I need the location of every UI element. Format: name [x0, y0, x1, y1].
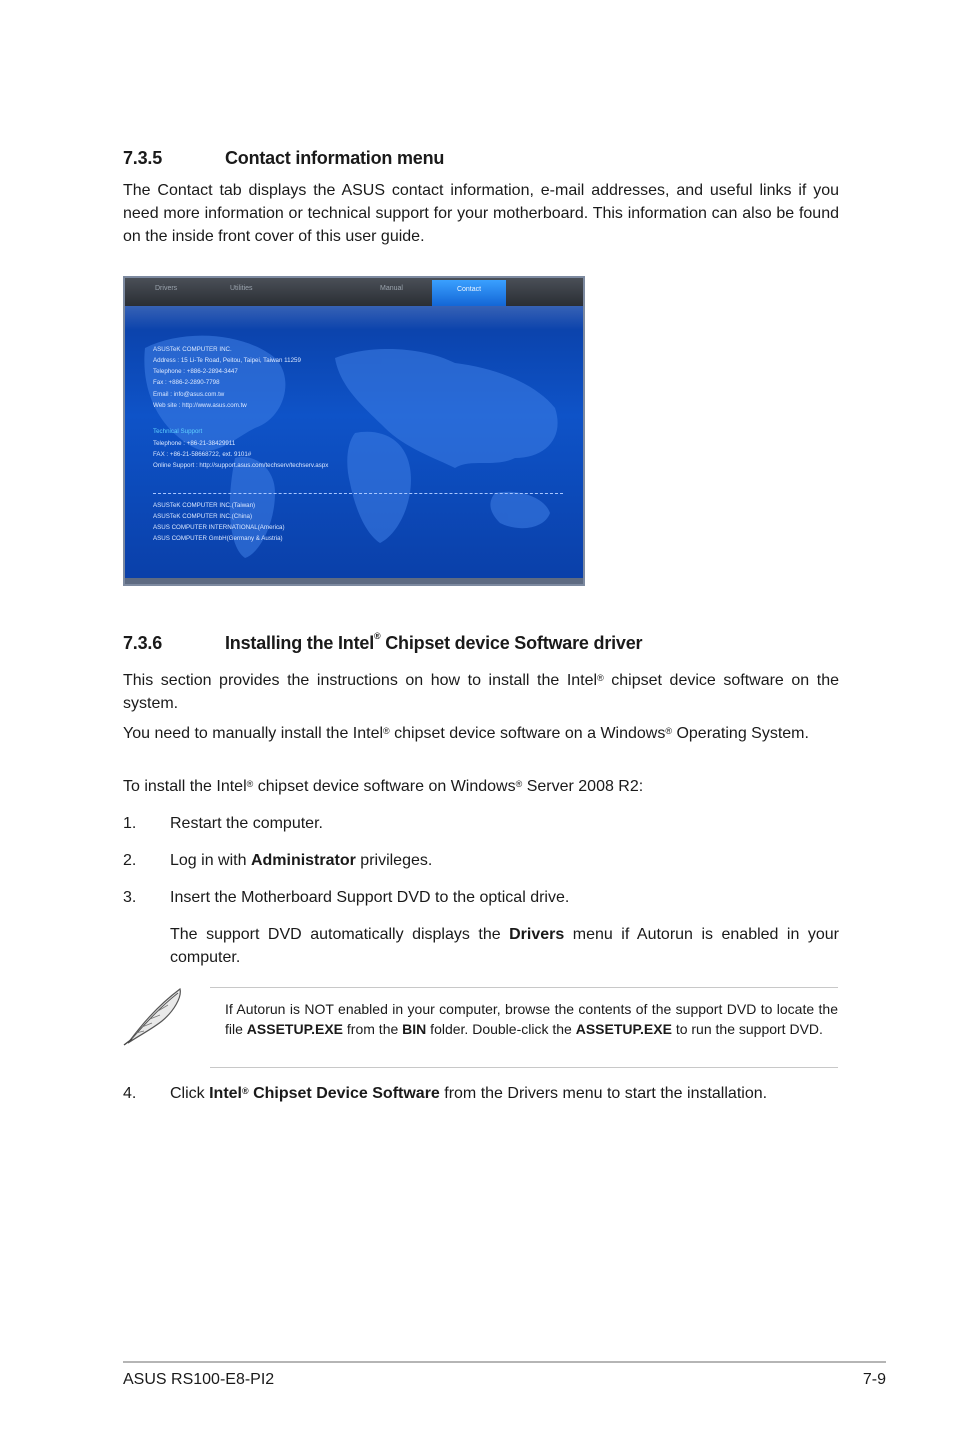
- section-title-pre: Installing the Intel: [225, 633, 375, 653]
- contact-line: Fax : +886-2-2890-7798: [153, 379, 220, 386]
- text: to run the support DVD.: [671, 1021, 823, 1037]
- tab-manual[interactable]: Manual: [380, 285, 403, 292]
- text: privileges.: [355, 852, 433, 869]
- tab-contact[interactable]: Contact: [432, 280, 506, 306]
- text: To install the Intel: [123, 778, 247, 795]
- office-link[interactable]: ASUS COMPUTER GmbH(Germany & Austria): [153, 535, 283, 542]
- registered-mark: ®: [374, 631, 381, 641]
- text: The support DVD automatically displays the: [170, 926, 510, 943]
- text: Click: [170, 1085, 210, 1102]
- bold-text: BIN: [402, 1021, 427, 1037]
- registered-mark: ®: [665, 726, 672, 736]
- contact-screenshot: [123, 276, 585, 586]
- step-number: 3.: [123, 889, 137, 906]
- text: Operating System.: [672, 725, 809, 742]
- note-top-rule: [210, 987, 838, 988]
- contact-line: Email : info@asus.com.tw: [153, 391, 225, 398]
- bold-text: Administrator: [250, 852, 356, 869]
- step-text: Restart the computer.: [170, 815, 323, 832]
- step-number: 4.: [123, 1085, 137, 1102]
- contact-line: ASUSTeK COMPUTER INC.: [153, 346, 232, 353]
- feather-note-icon: [122, 985, 188, 1047]
- step-3-detail: [170, 923, 839, 969]
- text: from the: [343, 1021, 403, 1037]
- text: This section provides the instructions on how to install the Intel: [123, 672, 598, 689]
- section-title: Contact information menu: [225, 148, 445, 168]
- office-link[interactable]: ASUS COMPUTER INTERNATIONAL(America): [153, 524, 285, 531]
- intro-paragraph: [123, 669, 839, 715]
- manual-install-paragraph: [123, 722, 839, 745]
- text: You need to manually install the Intel: [123, 725, 384, 742]
- contact-line: Telephone : +86-21-38429911: [153, 440, 236, 447]
- footer-rule: [123, 1361, 886, 1363]
- text: If Autorun is NOT enabled in your computer, browse the contents of the support DVD to locate the file: [225, 1001, 838, 1037]
- office-link[interactable]: ASUSTeK COMPUTER INC.(Taiwan): [153, 502, 256, 509]
- registered-mark: ®: [242, 1086, 249, 1096]
- text: chipset device software on a Windows: [389, 725, 666, 742]
- contact-line: Address : 15 Li-Te Road, Peitou, Taipei, Taiwan 11259: [153, 357, 301, 364]
- office-link[interactable]: ASUSTeK COMPUTER INC.(China): [153, 513, 253, 520]
- page-number: 7-9: [862, 1371, 886, 1388]
- tab-drivers[interactable]: Drivers: [155, 285, 178, 292]
- tab-bar: [125, 278, 583, 306]
- section-number: 7.3.6: [123, 633, 163, 653]
- registered-mark: ®: [246, 779, 254, 789]
- section-heading-contact: [123, 148, 444, 169]
- step-text: [170, 849, 432, 872]
- registered-mark: ®: [597, 673, 604, 683]
- text: menu if Autorun is enabled in your computer.: [170, 926, 840, 966]
- divider: [153, 493, 563, 494]
- registered-mark: ®: [515, 779, 523, 789]
- note-text: [225, 999, 838, 1039]
- registered-mark: ®: [383, 726, 390, 736]
- footer-model: ASUS RS100-E8-PI2: [123, 1371, 275, 1388]
- screenshot-bottom-bar: [125, 578, 583, 584]
- bold-text: Intel: [209, 1085, 242, 1102]
- contact-line: Telephone : +886-2-2894-3447: [153, 368, 238, 375]
- contact-description: The Contact tab displays the ASUS contact information, e-mail addresses, and useful links if you need more information or technical support for your motherboard. This information can also be found on the inside front cover of this user guide.: [123, 182, 839, 245]
- text: chipset device software on Windows: [253, 778, 516, 795]
- tab-utilities[interactable]: Utilities: [230, 285, 253, 292]
- section-heading-intel-chipset: [123, 633, 642, 654]
- bold-text: Chipset Device Software: [248, 1085, 440, 1102]
- tech-support-heading: Technical Support: [153, 428, 203, 435]
- text: from the Drivers menu to start the installation.: [439, 1085, 768, 1102]
- contact-link[interactable]: Online Support : http://support.asus.com/techserv/techserv.aspx: [153, 462, 329, 469]
- bold-text: Drivers: [509, 926, 565, 943]
- bold-text: ASSETUP.EXE: [575, 1021, 672, 1037]
- section-title-post: Chipset device Software driver: [380, 633, 643, 653]
- text: chipset device software on the system.: [123, 672, 839, 712]
- install-intro-paragraph: [123, 775, 839, 798]
- step-text: Insert the Motherboard Support DVD to the optical drive.: [170, 889, 570, 906]
- step-number: 1.: [123, 815, 137, 832]
- text: Log in with: [170, 852, 251, 869]
- bold-text: ASSETUP.EXE: [246, 1021, 344, 1037]
- contact-line: FAX : +86-21-58668722, ext. 9101#: [153, 451, 252, 458]
- text: Server 2008 R2:: [522, 778, 644, 795]
- section-number: 7.3.5: [123, 148, 163, 168]
- step-text: [170, 1082, 767, 1105]
- text: folder. Double-click the: [426, 1021, 576, 1037]
- contact-link[interactable]: Web site : http://www.asus.com.tw: [153, 402, 247, 409]
- note-bottom-rule: [210, 1067, 838, 1068]
- step-number: 2.: [123, 852, 137, 869]
